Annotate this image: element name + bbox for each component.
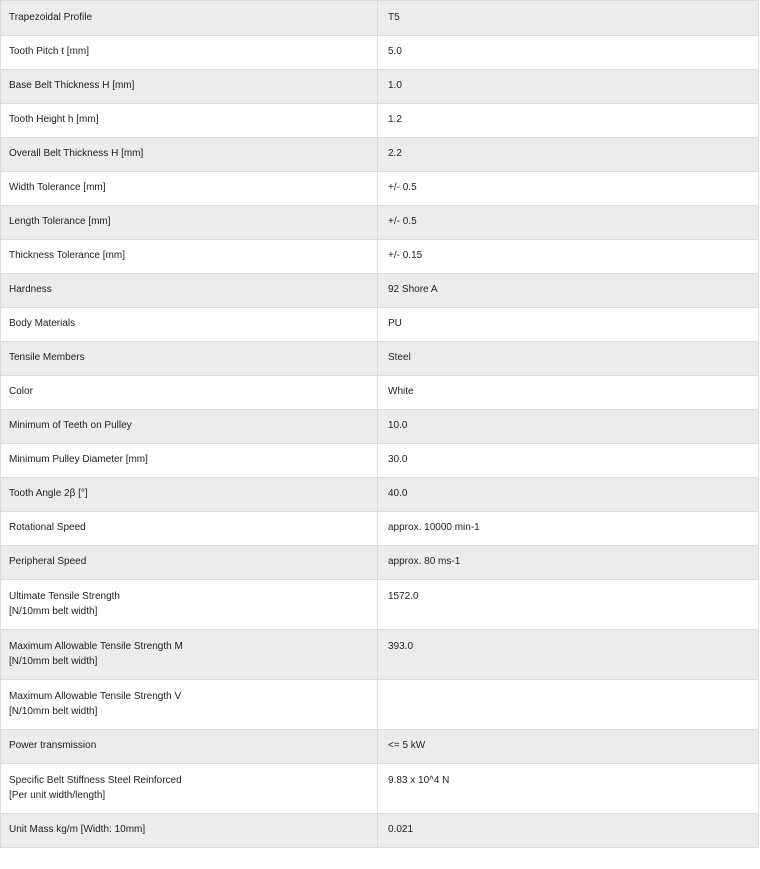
table-row (1, 410, 759, 444)
spec-value: Steel (378, 342, 759, 376)
spec-label: Unit Mass kg/m [Width: 10mm] (1, 814, 378, 848)
table-row (1, 206, 759, 240)
spec-value: T5 (378, 1, 759, 36)
spec-value: 2.2 (378, 138, 759, 172)
spec-label: Base Belt Thickness H [mm] (1, 70, 378, 104)
spec-value (378, 680, 759, 730)
spec-value: <= 5 kW (378, 730, 759, 764)
spec-label: Length Tolerance [mm] (1, 206, 378, 240)
spec-value: 10.0 (378, 410, 759, 444)
spec-value: +/- 0.5 (378, 172, 759, 206)
table-row (1, 240, 759, 274)
spec-label: Maximum Allowable Tensile Strength M [N/10mm belt width] (1, 630, 378, 680)
spec-label: Peripheral Speed (1, 546, 378, 580)
table-row (1, 478, 759, 512)
table-row (1, 512, 759, 546)
table-row (1, 546, 759, 580)
spec-label: Power transmission (1, 730, 378, 764)
spec-value: +/- 0.5 (378, 206, 759, 240)
spec-value: approx. 80 ms-1 (378, 546, 759, 580)
spec-label: Tooth Pitch t [mm] (1, 36, 378, 70)
spec-value: 1.2 (378, 104, 759, 138)
spec-label: Tooth Height h [mm] (1, 104, 378, 138)
table-row (1, 36, 759, 70)
spec-label: Tooth Angle 2β [°] (1, 478, 378, 512)
spec-value: 5.0 (378, 36, 759, 70)
spec-label: Hardness (1, 274, 378, 308)
table-row (1, 1, 759, 36)
spec-value: +/- 0.15 (378, 240, 759, 274)
spec-value: PU (378, 308, 759, 342)
table-row (1, 630, 759, 680)
table-row (1, 764, 759, 814)
spec-label: Tensile Members (1, 342, 378, 376)
spec-label: Ultimate Tensile Strength [N/10mm belt width] (1, 580, 378, 630)
spec-value: White (378, 376, 759, 410)
spec-value: 92 Shore A (378, 274, 759, 308)
table-row (1, 104, 759, 138)
spec-label: Maximum Allowable Tensile Strength V [N/10mm belt width] (1, 680, 378, 730)
table-row (1, 274, 759, 308)
spec-label: Specific Belt Stiffness Steel Reinforced [Per unit width/length] (1, 764, 378, 814)
spec-label: Rotational Speed (1, 512, 378, 546)
table-row (1, 444, 759, 478)
spec-value: 1.0 (378, 70, 759, 104)
spec-label: Thickness Tolerance [mm] (1, 240, 378, 274)
spec-value: 40.0 (378, 478, 759, 512)
table-row (1, 138, 759, 172)
table-row (1, 342, 759, 376)
spec-value: 393.0 (378, 630, 759, 680)
spec-label: Minimum Pulley Diameter [mm] (1, 444, 378, 478)
spec-value: 0.021 (378, 814, 759, 848)
table-row (1, 680, 759, 730)
table-row (1, 172, 759, 206)
table-row (1, 376, 759, 410)
spec-label: Trapezoidal Profile (1, 1, 378, 36)
table-row (1, 580, 759, 630)
spec-label: Width Tolerance [mm] (1, 172, 378, 206)
spec-label: Minimum of Teeth on Pulley (1, 410, 378, 444)
spec-value: 9.83 x 10^4 N (378, 764, 759, 814)
table-row (1, 70, 759, 104)
spec-label: Body Materials (1, 308, 378, 342)
spec-label: Color (1, 376, 378, 410)
table-row (1, 730, 759, 764)
table-row (1, 814, 759, 848)
table-row (1, 308, 759, 342)
spec-value: 1572.0 (378, 580, 759, 630)
spec-value: 30.0 (378, 444, 759, 478)
spec-value: approx. 10000 min-1 (378, 512, 759, 546)
spec-label: Overall Belt Thickness H [mm] (1, 138, 378, 172)
